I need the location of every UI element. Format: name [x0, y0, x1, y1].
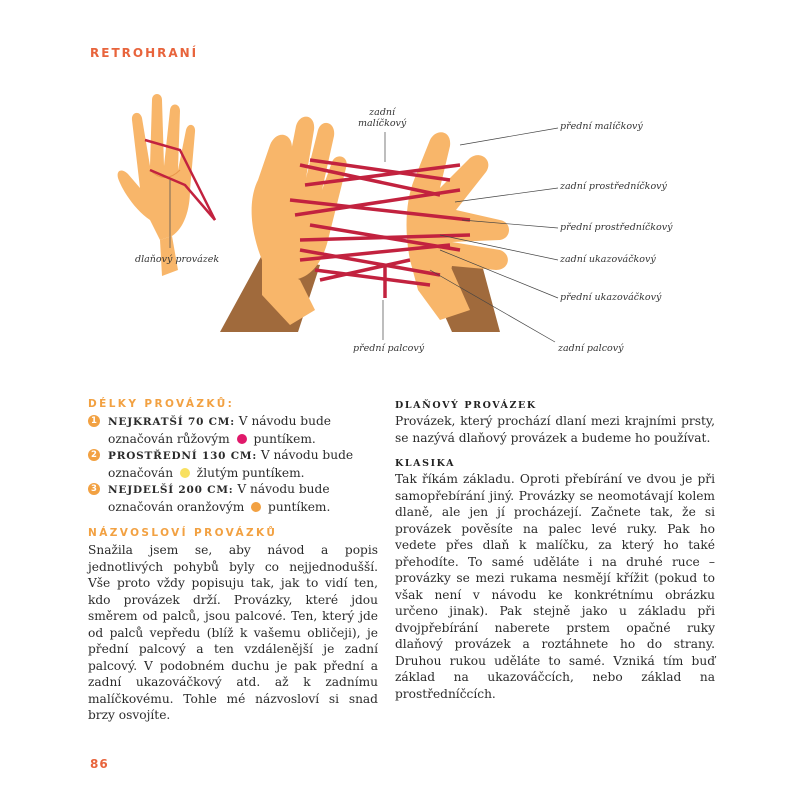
label-zadni-palcovy: zadní palcový [558, 343, 624, 354]
length-text-end: puntíkem. [268, 499, 331, 514]
klasika-title: KLASIKA [395, 458, 456, 469]
left-column [88, 398, 378, 724]
label-zadni-ukazovackovy: zadní ukazováčkový [560, 254, 656, 265]
right-hand-drawing [407, 132, 509, 320]
length-item-3 [88, 481, 378, 515]
label-zadni-malickovy: zadní malíčkový [358, 107, 407, 129]
yellow-dot-icon [180, 468, 190, 478]
length-head: NEJKRATŠÍ 70 CM: [108, 416, 235, 428]
length-text: V návodu bude označován [108, 448, 354, 480]
label-predni-palcovy: přední palcový [353, 343, 425, 354]
label-predni-malickovy: přední malíčkový [560, 121, 643, 132]
left-hand-drawing [252, 117, 347, 325]
length-head: PROSTŘEDNÍ 130 CM: [108, 450, 257, 462]
string-figure-illustration [0, 70, 800, 370]
number-badge: 1 [88, 415, 100, 427]
lengths-title: DÉLKY PROVÁZKŮ: [88, 398, 235, 410]
palm-text: Provázek, který prochází dlaní mezi krajními prsty, se nazývá dlaňový provázek a budeme ho používat. [395, 414, 715, 445]
orange-dot-icon [251, 502, 261, 512]
label-predni-ukazovackovy: přední ukazováčkový [560, 292, 662, 303]
number-badge: 3 [88, 483, 100, 495]
palm-title: DLAŇOVÝ PROVÁZEK [395, 400, 537, 411]
small-hand-drawing [118, 94, 215, 276]
page-number: 86 [90, 757, 109, 771]
length-text-end: žlutým puntíkem. [196, 465, 305, 480]
length-item-1 [88, 413, 378, 447]
label-predni-prostrednickovy: přední prostředníčkový [560, 222, 673, 233]
section-header: RETROHRANÍ [90, 46, 199, 60]
naming-title: NÁZVOSLOVÍ PROVÁZKŮ [88, 527, 278, 539]
klasika-text: Tak říkám základu. Oproti přebírání ve dvou je při samopřebírání jiný. Provázky se neomotávají kolem dlaně, ale jen jí procházejí. Začnete tak, že si provázek pověsíte na palec levé ruky. Pak ho vedete přes dlaň k malíčku, za který ho také přehodíte. To samé uděláte i na druhé ruce – provázky se mezi rukama nesmějí křížit (pokud to však není v návodu ke konkrétnímu obrázku určeno jinak). Pak stejně jako u základu při dvojpřebírání naberete prstem opačné ruky dlaňový provázek a roztáhnete ho do strany. Druhou rukou uděláte to samé. Vzniká tím buď základ na ukazováčcích, nebo základ na prostředníčcích. [395, 472, 715, 701]
length-text: V návodu bude označován oranžovým [108, 482, 330, 514]
length-text-end: puntíkem. [253, 431, 316, 446]
label-dlanovy: dlaňový provázek [135, 254, 220, 265]
pink-dot-icon [237, 434, 247, 444]
label-zadni-prostrednickovy: zadní prostředníčkový [560, 181, 667, 192]
naming-text: Snažila jsem se, aby návod a popis jednotlivých pohybů byly co nejjednodušší. Vše proto vždy popisuju tak, jak to vidí ten, kdo provázek drží. Provázky, které jdou směrem od palců, jsou palcové. Ten, který jde od palců vepředu (blíž k vašemu obličeji), je přední palcový a ten vzdálenější je zadní palcový. V podobném duchu je pak přední a zadní ukazováčkový atd. až k zadnímu malíčkovému. Tohle mé názvosloví si snad brzy osvojíte. [88, 543, 378, 722]
number-badge: 2 [88, 449, 100, 461]
length-text: V návodu bude označován růžovým [108, 414, 331, 446]
length-item-2 [88, 447, 378, 481]
length-head: NEJDELŠÍ 200 CM: [108, 484, 234, 496]
right-column [395, 400, 715, 702]
